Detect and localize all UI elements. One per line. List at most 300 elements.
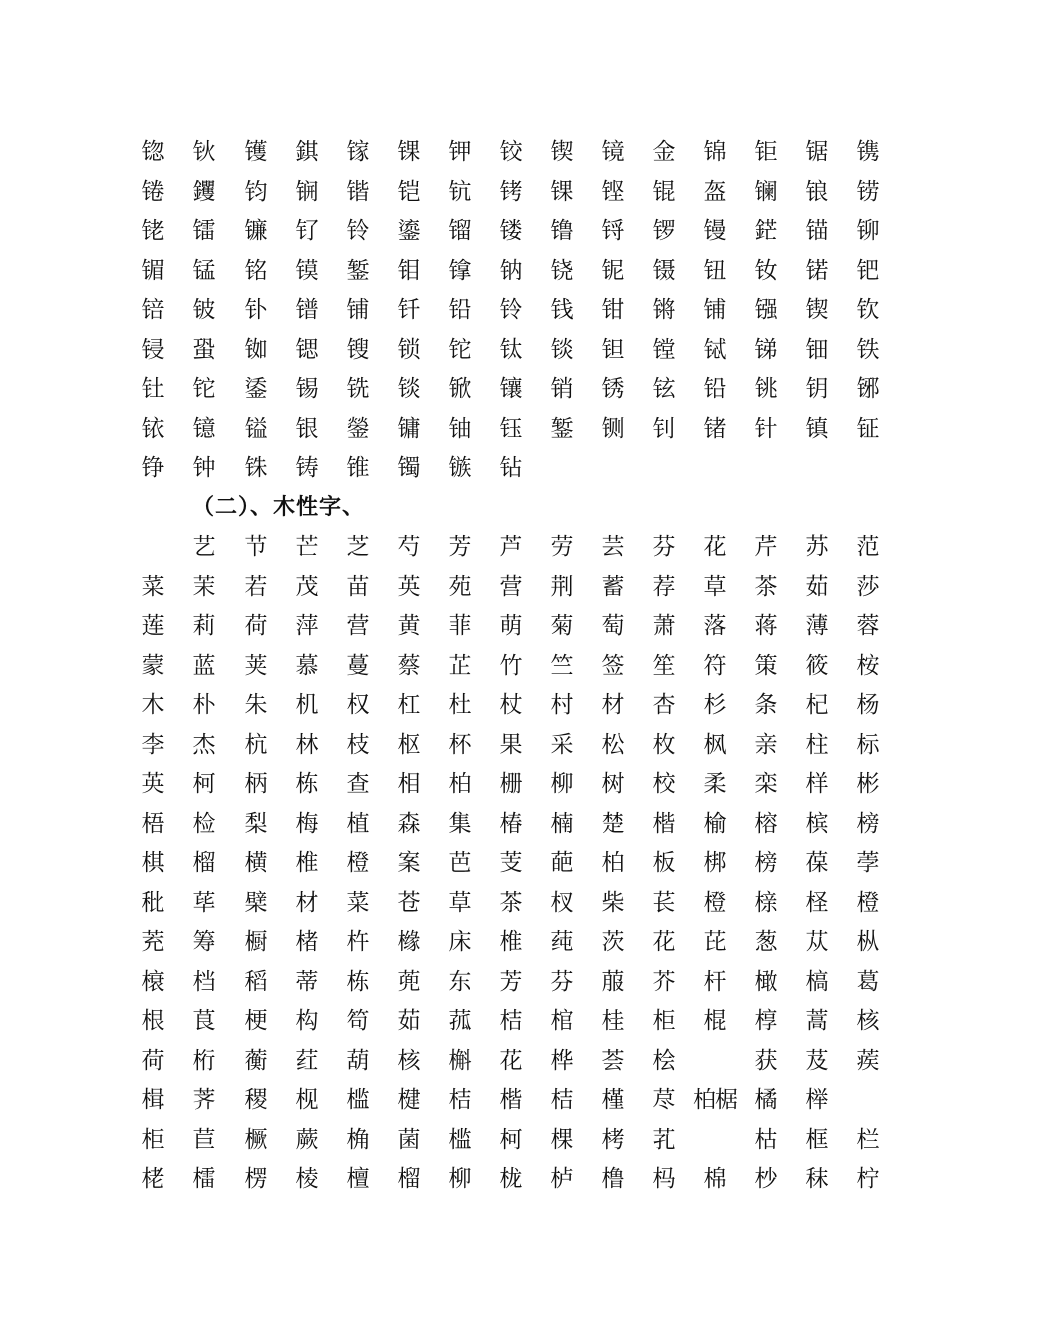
character-cell: 根 [141, 1008, 165, 1034]
character-cell: 集 [448, 810, 472, 837]
character-cell: 荆 [550, 573, 574, 600]
character-cell: 镓 [346, 139, 370, 165]
character-cell: 锫 [141, 297, 165, 323]
character-cell: 杉 [703, 692, 727, 718]
character-cell: 锓 [141, 336, 165, 363]
character-cell: 棉 [703, 1166, 727, 1192]
character-cell: 钱 [550, 297, 574, 323]
character-cell: 杭 [244, 731, 268, 758]
character-cell: 棍 [703, 1008, 727, 1034]
metal-char-row [0, 331, 1046, 369]
character-cell: 楮 [295, 929, 319, 955]
character-cell: 钠 [499, 257, 523, 284]
character-cell: 桁 [192, 1047, 216, 1074]
character-cell: 钪 [448, 178, 472, 205]
character-cell: 柳 [448, 1166, 472, 1192]
character-cell: 椁 [754, 1008, 778, 1034]
character-cell: 楷 [499, 1087, 523, 1113]
character-cell: 茂 [295, 573, 319, 600]
character-cell: 楗 [397, 1087, 421, 1113]
character-cell: 柯 [499, 1126, 523, 1153]
character-cell: 桂 [601, 1008, 625, 1034]
character-cell: 钳 [601, 297, 625, 323]
character-cell: 荠 [192, 1087, 216, 1113]
character-cell: 莲 [141, 613, 165, 639]
character-cell: 枢 [397, 731, 421, 758]
character-cell: 锁 [397, 336, 421, 363]
character-cell: 橙 [856, 889, 880, 916]
character-cell: 槲 [448, 1047, 472, 1074]
character-cell: 芬 [652, 534, 676, 560]
character-cell: 棋 [141, 850, 165, 876]
character-cell: 杩 [652, 1166, 676, 1192]
character-cell: 蔓 [346, 652, 370, 679]
character-cell: 铑 [141, 218, 165, 244]
character-cell: 镪 [754, 297, 778, 323]
character-cell: 橛 [244, 1126, 268, 1153]
character-cell: 镛 [397, 415, 421, 442]
character-cell [842, 1081, 894, 1119]
character-cell: 镅 [141, 257, 165, 284]
character-cell: 钁 [192, 178, 216, 205]
character-cell: 茉 [192, 573, 216, 600]
character-cell: 芒 [295, 534, 319, 560]
character-cell: 栅 [499, 771, 523, 797]
character-cell: 钯 [856, 257, 880, 284]
character-cell [689, 1042, 741, 1080]
character-cell: 横 [244, 850, 268, 876]
character-cell: 花 [652, 929, 676, 955]
character-cell: 芍 [397, 534, 421, 560]
character-cell: 签 [601, 652, 625, 679]
character-cell: 铆 [856, 218, 880, 244]
character-cell: 铉 [652, 376, 676, 402]
character-cell: 钿 [805, 336, 829, 363]
character-cell: 橘 [754, 1087, 778, 1113]
character-cell: 钰 [499, 415, 523, 442]
character-cell: 荐 [652, 573, 676, 600]
character-cell: 柏 [448, 771, 472, 797]
character-cell: 茛 [192, 1008, 216, 1034]
character-cell: 萧 [652, 613, 676, 639]
character-cell: 茶 [754, 573, 778, 600]
character-cell: 板 [652, 850, 676, 876]
character-cell: 杈 [550, 889, 574, 916]
character-cell: 锬 [397, 376, 421, 402]
character-cell: 榇 [754, 889, 778, 916]
character-cell: 权 [346, 692, 370, 718]
character-cell: 桔 [499, 1008, 523, 1034]
character-cell: 莎 [856, 573, 880, 600]
character-cell: 楚 [601, 810, 625, 837]
character-cell: 葩 [550, 850, 574, 876]
character-cell: 枚 [652, 731, 676, 758]
section-title: （二）、木性字、 [192, 495, 366, 520]
wood-char-row [0, 568, 1046, 606]
character-cell: 查 [346, 771, 370, 797]
character-cell: 栏 [856, 1126, 880, 1153]
character-cell: 锞 [397, 139, 421, 165]
character-cell: 锞 [550, 178, 574, 205]
character-cell: 榴 [397, 1166, 421, 1192]
character-cell: 楫 [141, 1087, 165, 1113]
character-cell: 针 [754, 415, 778, 442]
wood-char-row [0, 1002, 1046, 1040]
character-cell: 镶 [499, 376, 523, 402]
character-cell: 锯 [805, 139, 829, 165]
character-cell: 杞 [805, 692, 829, 718]
character-cell: 艺 [192, 534, 216, 560]
wood-char-row [0, 1160, 1046, 1198]
character-cell: 棵 [550, 1126, 574, 1153]
character-cell: 栲 [601, 1126, 625, 1153]
character-cell: 铠 [397, 178, 421, 205]
character-cell: 橼 [397, 929, 421, 955]
character-cell: 荩 [652, 1087, 676, 1113]
character-cell: 营 [346, 613, 370, 639]
character-cell: 慕 [295, 652, 319, 679]
character-cell: 校 [652, 771, 676, 797]
character-cell: 鎣 [346, 415, 370, 442]
character-cell: 铺 [346, 297, 370, 323]
character-cell: 铣 [346, 376, 370, 402]
character-cell: 茨 [601, 929, 625, 955]
character-cell: 柯 [192, 771, 216, 797]
character-cell: 芦 [499, 534, 523, 560]
character-cell: 铹 [856, 178, 880, 205]
character-cell: 核 [397, 1047, 421, 1074]
character-cell: 苑 [448, 573, 472, 600]
character-cell: 案 [397, 850, 421, 876]
character-cell: 松 [601, 731, 625, 758]
character-cell: 芹 [754, 534, 778, 560]
character-cell: 槛 [448, 1126, 472, 1153]
character-cell: 秣 [805, 1166, 829, 1192]
character-cell: 菜 [141, 573, 165, 600]
character-cell: 莼 [550, 929, 574, 955]
character-cell: 锲 [550, 139, 574, 165]
character-cell: 铽 [703, 336, 727, 363]
character-cell: 钍 [141, 376, 165, 402]
character-cell: 钥 [805, 376, 829, 402]
character-cell: 芘 [703, 929, 727, 955]
character-cell [689, 1121, 741, 1159]
character-cell: 营 [499, 573, 523, 600]
character-cell: 蘅 [244, 1047, 268, 1074]
character-cell: 栊 [499, 1166, 523, 1192]
character-cell: 镏 [448, 218, 472, 244]
character-cell: 楠 [550, 810, 574, 837]
character-cell: 东 [448, 968, 472, 995]
wood-char-row [0, 923, 1046, 961]
character-cell: 检 [192, 810, 216, 837]
character-cell: 铙 [550, 257, 574, 284]
character-cell: 筹 [192, 929, 216, 955]
character-cell: 芥 [652, 968, 676, 995]
character-cell: 檀 [346, 1166, 370, 1192]
character-cell: 苌 [652, 889, 676, 916]
character-cell: 杏 [652, 692, 676, 718]
character-cell: 葆 [805, 850, 829, 876]
character-cell: 荷 [244, 613, 268, 639]
character-cell: 芳 [499, 968, 523, 995]
character-cell: 镂 [499, 218, 523, 244]
character-cell: 菌 [397, 1126, 421, 1153]
character-cell: 稷 [244, 1087, 268, 1113]
character-cell: 桦 [550, 1047, 574, 1074]
character-cell: 茺 [141, 929, 165, 955]
metal-char-row [0, 370, 1046, 408]
character-cell: 朱 [244, 692, 268, 718]
character-cell: 镘 [703, 218, 727, 244]
wood-char-row-first [0, 528, 1046, 566]
character-cell: 镌 [856, 139, 880, 165]
character-cell: 镨 [295, 297, 319, 323]
character-cell: 床 [448, 929, 472, 955]
character-cell: 钎 [397, 297, 421, 323]
character-cell: 榴 [192, 850, 216, 876]
character-cell: 节 [244, 534, 268, 560]
character-cell: 锼 [346, 336, 370, 363]
character-cell: 桔 [448, 1087, 472, 1113]
character-cell: 锑 [754, 336, 778, 363]
character-cell: 梅 [295, 810, 319, 837]
wood-char-row [0, 765, 1046, 803]
character-cell: 镊 [652, 257, 676, 284]
wood-char-row [0, 963, 1046, 1001]
character-cell: 枫 [703, 731, 727, 758]
character-cell: 李 [141, 731, 165, 758]
character-cell: 铡 [601, 415, 625, 442]
character-cell: 棺 [550, 1008, 574, 1034]
character-cell: 钧 [244, 178, 268, 205]
character-cell: 芷 [448, 652, 472, 679]
character-cell: 橄 [754, 968, 778, 995]
character-cell: 铅 [703, 376, 727, 402]
character-cell: 蕨 [295, 1126, 319, 1153]
character-cell: 荷 [141, 1047, 165, 1074]
character-cell: 荟 [601, 1047, 625, 1074]
character-cell: 条 [754, 692, 778, 718]
character-cell: 栾 [754, 771, 778, 797]
character-cell: 楞 [244, 1166, 268, 1192]
character-cell: 蒋 [754, 613, 778, 639]
character-cell: 锥 [346, 455, 370, 481]
character-cell: 杯 [448, 731, 472, 758]
character-cell: 镗 [652, 336, 676, 363]
character-cell: 策 [754, 652, 778, 679]
character-cell: 柏 [601, 850, 625, 876]
character-cell: 梨 [244, 810, 268, 837]
character-cell: 錾 [550, 415, 574, 442]
character-cell: 采 [550, 731, 574, 758]
character-cell: 芨 [805, 1047, 829, 1074]
character-cell: 锊 [601, 218, 625, 244]
character-cell: 椎 [499, 929, 523, 955]
character-cell: 薄 [805, 613, 829, 639]
character-cell: 镆 [295, 257, 319, 284]
character-cell: 芸 [601, 534, 625, 560]
character-cell: 芳 [448, 534, 472, 560]
character-cell: 锚 [805, 218, 829, 244]
character-cell: 铌 [601, 257, 625, 284]
character-cell: 铃 [346, 218, 370, 244]
character-cell: 榱 [141, 968, 165, 995]
character-cell: 芝 [346, 534, 370, 560]
character-cell: 锵 [652, 297, 676, 323]
wood-char-row [0, 726, 1046, 764]
character-cell: 标 [856, 731, 880, 758]
metal-char-row [0, 449, 1046, 487]
character-cell: 花 [499, 1047, 523, 1074]
metal-char-row [0, 291, 1046, 329]
character-cell: 植 [346, 810, 370, 837]
character-cell: 镥 [550, 218, 574, 244]
character-cell: 榕 [754, 810, 778, 837]
character-cell: 销 [550, 376, 574, 402]
character-cell: 钜 [754, 139, 778, 165]
character-cell: 获 [754, 1047, 778, 1074]
character-cell: 落 [703, 613, 727, 639]
character-cell: 树 [601, 771, 625, 797]
character-cell: 核 [856, 1008, 880, 1034]
character-cell: 柳 [550, 771, 574, 797]
character-cell: 栋 [295, 771, 319, 797]
character-cell: 萍 [295, 613, 319, 639]
character-cell: 苗 [346, 573, 370, 600]
character-cell: 锘 [805, 257, 829, 284]
character-cell: 锪 [141, 139, 165, 165]
character-cell: 柽 [805, 889, 829, 916]
character-cell: 萄 [601, 613, 625, 639]
character-cell: 梆 [703, 850, 727, 876]
character-cell: 竺 [550, 652, 574, 679]
character-cell: 蒿 [805, 1008, 829, 1034]
character-cell: 英 [397, 573, 421, 600]
character-cell: 铐 [499, 178, 523, 205]
character-cell: 相 [397, 771, 421, 797]
character-cell: 锰 [192, 257, 216, 284]
character-cell: 林 [295, 731, 319, 758]
character-cell: 铱 [141, 415, 165, 442]
character-cell: 菔 [601, 968, 625, 995]
character-cell: 钕 [754, 257, 778, 284]
character-cell: 镜 [601, 139, 625, 165]
character-cell: 桔 [550, 1087, 574, 1113]
character-cell: 柄 [244, 771, 268, 797]
character-cell: 桉 [856, 652, 880, 679]
character-cell: 橙 [703, 889, 727, 916]
character-cell: 杖 [499, 692, 523, 718]
character-cell: 稻 [244, 968, 268, 995]
character-cell: 梗 [244, 1008, 268, 1034]
character-cell: 杵 [346, 929, 370, 955]
character-cell: 榆 [703, 810, 727, 837]
character-cell: 葱 [754, 929, 778, 955]
character-cell: 钾 [448, 139, 472, 165]
character-cell: 橙 [346, 850, 370, 876]
character-cell: 锩 [141, 178, 165, 205]
character-cell: 锶 [295, 336, 319, 363]
character-cell: 栌 [550, 1166, 574, 1192]
character-cell: 槛 [346, 1087, 370, 1113]
character-cell: 蓉 [856, 613, 880, 639]
character-cell: 铅 [448, 297, 472, 323]
character-cell: 柜 [141, 1126, 165, 1153]
character-cell: 草 [703, 573, 727, 600]
character-cell: 镰 [244, 218, 268, 244]
character-cell: 铸 [295, 455, 319, 481]
character-cell: 钽 [601, 336, 625, 363]
character-cell: 木 [141, 692, 165, 718]
character-cell: 钮 [703, 257, 727, 284]
character-cell: 劳 [550, 534, 574, 560]
character-cell: 锗 [703, 415, 727, 442]
character-cell: 蒙 [141, 652, 165, 679]
character-cell: 萌 [499, 613, 523, 639]
character-cell: 锬 [550, 336, 574, 363]
character-cell: 莉 [192, 613, 216, 639]
character-cell: 杆 [703, 968, 727, 995]
character-cell: 栳 [141, 1166, 165, 1192]
character-cell: 苁 [805, 929, 829, 955]
character-cell: 锎 [295, 178, 319, 205]
character-cell: 笱 [346, 1008, 370, 1034]
character-cell: 椿 [499, 810, 523, 837]
character-cell: 机 [295, 692, 319, 718]
character-cell: 柔 [703, 771, 727, 797]
character-cell: 材 [601, 692, 625, 718]
character-cell: 铰 [499, 139, 523, 165]
character-cell: 茶 [499, 889, 523, 916]
character-cell: 杠 [397, 692, 421, 718]
character-cell: 铊 [192, 376, 216, 402]
character-cell: 黄 [397, 613, 421, 639]
character-cell: 橹 [601, 1166, 625, 1192]
character-cell: 锲 [805, 297, 829, 323]
character-cell: 森 [397, 810, 421, 837]
wood-char-row [0, 686, 1046, 724]
character-cell: 材 [295, 889, 319, 916]
character-cell: 镱 [192, 415, 216, 442]
character-cell: 桧 [652, 1047, 676, 1074]
character-cell: 秕 [141, 889, 165, 916]
character-cell: 荚 [244, 652, 268, 679]
character-cell: 柏椐 [693, 1087, 737, 1113]
character-cell: 槿 [601, 1087, 625, 1113]
character-cell: 镎 [448, 257, 472, 284]
character-cell: 铿 [601, 178, 625, 205]
character-cell: 苣 [192, 1126, 216, 1153]
character-cell: 钬 [192, 139, 216, 165]
character-cell: 鎏 [397, 218, 421, 244]
character-cell: 檗 [244, 889, 268, 916]
character-cell: 钲 [856, 415, 880, 442]
character-cell: 框 [805, 1126, 829, 1153]
character-cell: 鋩 [754, 218, 778, 244]
wood-char-row [0, 844, 1046, 882]
character-cell: 铺 [703, 297, 727, 323]
character-cell: 镭 [192, 218, 216, 244]
character-cell: 镬 [244, 139, 268, 165]
character-cell: 葛 [856, 968, 880, 995]
character-cell: 棱 [295, 1166, 319, 1192]
metal-char-row [0, 410, 1046, 448]
character-cell: 钟 [192, 455, 216, 481]
character-cell: 檑 [192, 1166, 216, 1192]
character-cell: 杪 [754, 1166, 778, 1192]
wood-char-row [0, 1081, 1046, 1119]
